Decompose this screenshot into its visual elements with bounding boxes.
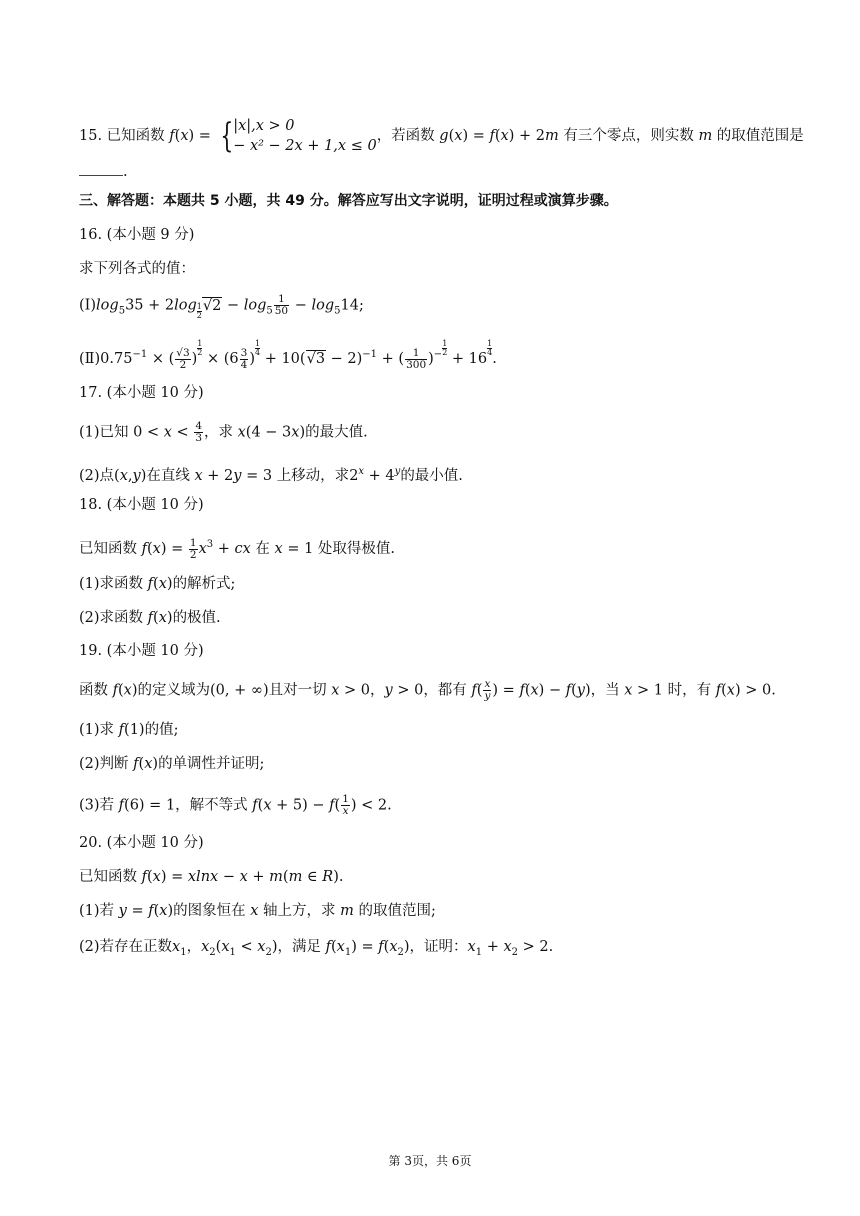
q19-stem: 函数 f(x)的定义域为(0, + ∞)且对一切 x > 0，y > 0，都有 f( $\frac{x}{y}$ ) = f(x) − f(y)，当 x > 1 时，有 f(x) > 0.	[79, 678, 776, 702]
q19-p2-lead: (2)判断	[79, 756, 129, 772]
q15-lead: 已知函数	[106, 128, 165, 144]
q20-p1-lead: (1)若	[79, 903, 115, 919]
q16-title: 16. (本小题 9 分)	[79, 227, 195, 243]
q17-p2-mid2: 上移动，求	[276, 468, 350, 484]
q19-p3-lead: (3)若	[79, 797, 115, 814]
q18-stem: 已知函数 f(x) = $\frac{1}{2}$ $x^3$ + cx 在 x = 1 处取得极值.	[79, 536, 396, 561]
q15-fx: f	[169, 128, 175, 144]
q15-tail: 的取值范围是	[716, 128, 804, 144]
q20-stem: 已知函数 f(x) = xlnx − x + m(m ∈ R).	[79, 869, 344, 885]
q15-answer-line	[79, 162, 128, 182]
q15-case-2: − x² − 2x + 1,x ≤ 0	[233, 138, 377, 154]
q20-stem-lead: 已知函数	[79, 869, 137, 885]
q17-p2-mid: 在直线	[146, 468, 190, 484]
q20-title: 20. (本小题 10 分)	[79, 835, 204, 851]
q17-p2-end: 的最小值.	[400, 468, 463, 484]
q15-end: .	[123, 164, 128, 180]
q17-part-1: (1)已知 0 < x < $\frac{4}{3}$ ，求 x(4 − 3x)的最大值.	[79, 420, 368, 444]
q20-p1-mid2: 轴上方，求	[263, 903, 336, 919]
q16-part2-label: (Ⅱ)	[79, 351, 101, 367]
q19-stem-f: 时，有	[667, 682, 712, 699]
q19-stem-lead: 函数	[79, 682, 108, 699]
q15-case-1: |x|,x > 0	[233, 118, 295, 134]
q15-piecewise	[233, 116, 377, 156]
q18-title: 18. (本小题 10 分)	[79, 497, 204, 513]
q20-part-2: (2)若存在正数$x_1$，$x_2(x_1 < x_2)$，满足 $f(x_1) = f(x_2)$，证明：$x_1 + x_2 > 2$.	[79, 939, 554, 958]
q20-p1-end: 的取值范围;	[358, 903, 436, 919]
q15-gx: g	[439, 128, 449, 144]
q19-stem-e: ，当	[590, 682, 620, 699]
q20-p2-mid: ，满足	[277, 939, 322, 955]
q20-stem-end: .	[338, 869, 344, 885]
q19-p3-end: .	[387, 797, 392, 814]
q19-part-3: (3)若 f(6) = 1，解不等式 f(x + 5) − f( $\frac{1}{x}$ ) < 2.	[79, 793, 392, 817]
q17-p1-end: 的最大值.	[305, 424, 368, 441]
q18-stem-mid: 在	[255, 541, 270, 557]
q19-p3-mid: ，解不等式	[175, 797, 248, 814]
q20-part-1: (1)若 y = f(x)的图象恒在 x 轴上方，求 m 的取值范围;	[79, 903, 436, 919]
q15-number: 15.	[79, 128, 103, 144]
q17-p1-label: (1)已知	[79, 424, 129, 441]
q17-title: 17. (本小题 10 分)	[79, 385, 204, 401]
q18-p2-end: 的极值.	[172, 610, 221, 626]
q19-stem-a: 的定义域为	[137, 682, 211, 699]
q16-part-2: $(Ⅱ)0.75^{-1}$ × ( $\frac{√3}{2}$ ) $\frac{1}{2}$ × (6 $\frac{3}{4}$ ) $\frac{1}{4}$ + $10(√3 - 2)^{-1}$ + ( $\frac{1}{300}$ )− $\frac{1}{2}$ + 16 $\frac{1}{4}$ .	[79, 339, 497, 371]
page-footer: 第 3页，共 6页	[388, 1154, 472, 1168]
q17-part-2: (2)点(x,y)在直线 x + 2y = 3 上移动，求$2^x + 4^y$的最小值.	[79, 466, 463, 484]
q19-stem-c: ，	[370, 682, 385, 699]
q15-mid: ，若函数	[376, 128, 435, 144]
q15-mid2: 有三个零点，则实数	[563, 128, 694, 144]
q19-stem-d: ，都有	[423, 682, 467, 699]
q15-brace: {	[219, 116, 233, 156]
q19-p2-end: 的单调性并证明;	[158, 756, 265, 772]
q18-stem-end: 处取得极值.	[317, 541, 396, 557]
q18-stem-lead: 已知函数	[79, 541, 137, 557]
q20-p2-lead: (2)若存在正数	[79, 939, 173, 955]
q19-p1-lead: (1)求	[79, 722, 115, 738]
q19-stem-end: .	[771, 682, 776, 699]
q18-part-2: (2)求函数 f(x)的极值.	[79, 610, 221, 626]
q20-p2-mid2: ，证明：	[409, 939, 468, 955]
q19-title: 19. (本小题 10 分)	[79, 643, 204, 659]
q19-p1-end: 的值;	[144, 722, 179, 738]
q16-part1-label: (Ⅰ)	[79, 297, 97, 314]
q19-part-2: (2)判断 f(x)的单调性并证明;	[79, 756, 265, 772]
q16-intro: 求下列各式的值：	[79, 261, 195, 277]
q19-stem-b: 且对一切	[268, 682, 327, 699]
q18-p2-lead: (2)求函数	[79, 610, 144, 626]
section-heading: 三、解答题：本题共 5 小题，共 49 分。解答应写出文字说明，证明过程或演算步骤。	[79, 193, 618, 209]
q18-p1-lead: (1)求函数	[79, 576, 144, 592]
q19-part-1: (1)求 f(1)的值;	[79, 722, 179, 738]
answer-blank	[79, 163, 123, 176]
q16-part-1: $(Ⅰ)\log_535 + 2\log$ $\frac{1}{2}$ $√2 - \log_5$ $\frac{1}{50}$ − $\log_514$;	[79, 293, 364, 320]
q17-p1-mid: ，求	[204, 424, 233, 441]
q18-p1-end: 的解析式;	[172, 576, 236, 592]
q17-p2-label: (2)点	[79, 468, 115, 484]
q20-p2-end: .	[548, 939, 554, 955]
question-15: 15. 已知函数 f(x) = { |x|,x > 0 − x² − 2x + 1,x ≤ 0 ，若函数 g(x) = f(x) + 2m 有三个零点，则实数 m 的取值范围是	[79, 116, 804, 156]
q18-part-1: (1)求函数 f(x)的解析式;	[79, 576, 236, 592]
q20-p1-mid: 的图象恒在	[173, 903, 246, 919]
